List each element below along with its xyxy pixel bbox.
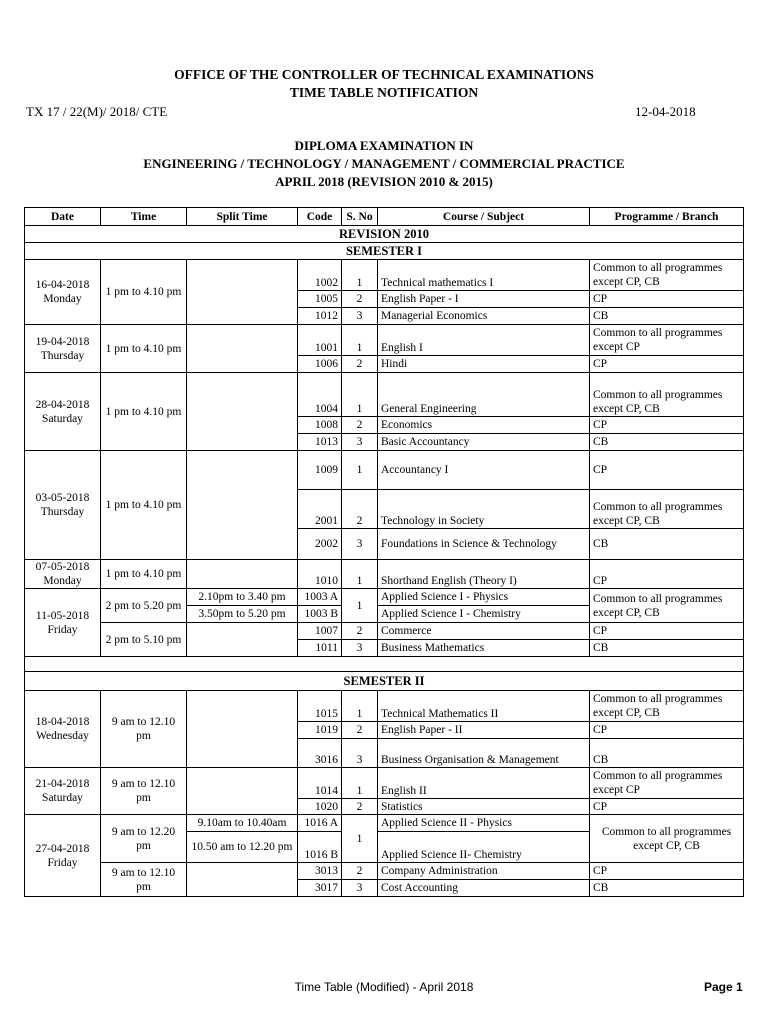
split-cell <box>187 260 298 325</box>
programme-cell: CP <box>590 291 744 308</box>
split-cell: 9.10am to 10.40am <box>187 815 298 832</box>
code-cell: 1002 <box>298 260 342 291</box>
course-cell: Business Mathematics <box>378 640 590 657</box>
code-cell: 1012 <box>298 308 342 325</box>
code-cell: 1004 <box>298 373 342 417</box>
code-cell: 2001 <box>298 490 342 529</box>
date-cell: 28-04-2018 Saturday <box>25 373 101 451</box>
col-time: Time <box>101 208 187 226</box>
time-cell: 9 am to 12.10 pm <box>101 691 187 768</box>
col-course: Course / Subject <box>378 208 590 226</box>
table-row <box>25 815 744 832</box>
split-cell <box>187 451 298 560</box>
course-cell: English II <box>378 768 590 799</box>
course-cell: Business Organisation & Management <box>378 739 590 768</box>
programme-cell: CB <box>590 529 744 560</box>
code-cell: 1006 <box>298 356 342 373</box>
exam-line-3: APRIL 2018 (REVISION 2010 & 2015) <box>275 174 493 189</box>
col-sno: S. No <box>342 208 378 226</box>
programme-cell: CB <box>590 739 744 768</box>
code-cell: 1020 <box>298 799 342 815</box>
table-row <box>25 260 744 291</box>
sno-cell: 2 <box>342 417 378 434</box>
sno-cell: 2 <box>342 623 378 640</box>
programme-cell: Common to all programmes except CP, CB <box>590 490 744 529</box>
split-cell <box>187 691 298 768</box>
table-row <box>25 373 744 417</box>
sno-cell: 3 <box>342 308 378 325</box>
course-cell: English Paper - I <box>378 291 590 308</box>
course-cell: Shorthand English (Theory I) <box>378 560 590 589</box>
table-row <box>25 768 744 799</box>
timetable <box>24 207 744 897</box>
split-cell <box>187 863 298 897</box>
sno-cell: 2 <box>342 291 378 308</box>
time-cell: 1 pm to 4.10 pm <box>101 451 187 560</box>
split-cell <box>187 325 298 373</box>
code-cell: 1014 <box>298 768 342 799</box>
programme-cell: CP <box>590 560 744 589</box>
course-cell: Technology in Society <box>378 490 590 529</box>
spacer-row <box>25 657 744 672</box>
sno-cell: 3 <box>342 739 378 768</box>
course-cell: Technical Mathematics II <box>378 691 590 722</box>
sno-cell: 2 <box>342 490 378 529</box>
date-cell: 11-05-2018 Friday <box>25 589 101 657</box>
table-row <box>25 589 744 606</box>
split-cell <box>187 373 298 451</box>
col-code: Code <box>298 208 342 226</box>
sno-cell: 3 <box>342 880 378 897</box>
split-cell: 3.50pm to 5.20 pm <box>187 606 298 623</box>
code-cell: 1010 <box>298 560 342 589</box>
date-cell: 21-04-2018 Saturday <box>25 768 101 815</box>
programme-cell: Common to all programmes except CP, CB <box>590 815 744 863</box>
page-number: Page 1 <box>704 980 743 994</box>
code-cell: 1003 B <box>298 606 342 623</box>
code-cell: 1007 <box>298 623 342 640</box>
programme-cell: CP <box>590 451 744 490</box>
table-row <box>25 451 744 490</box>
sno-cell: 2 <box>342 863 378 880</box>
course-cell: Applied Science II- Chemistry <box>378 832 590 863</box>
sno-cell: 1 <box>342 589 378 623</box>
sno-cell: 2 <box>342 799 378 815</box>
exam-line-1: DIPLOMA EXAMINATION IN <box>294 138 474 153</box>
col-programme: Programme / Branch <box>590 208 744 226</box>
course-cell: Foundations in Science & Technology <box>378 529 590 560</box>
sno-cell: 2 <box>342 722 378 739</box>
sno-cell: 1 <box>342 691 378 722</box>
col-date: Date <box>25 208 101 226</box>
office-title: OFFICE OF THE CONTROLLER OF TECHNICAL EXAMINATIONS <box>174 67 594 82</box>
time-cell: 1 pm to 4.10 pm <box>101 373 187 451</box>
sno-cell: 1 <box>342 815 378 863</box>
split-cell <box>187 768 298 815</box>
date-cell: 07-05-2018 Monday <box>25 560 101 589</box>
course-cell: Cost Accounting <box>378 880 590 897</box>
course-cell: Applied Science I - Chemistry <box>378 606 590 623</box>
time-cell: 1 pm to 4.10 pm <box>101 560 187 589</box>
reference-number: TX 17 / 22(M)/ 2018/ CTE <box>26 104 168 119</box>
code-cell: 2002 <box>298 529 342 560</box>
date-cell: 03-05-2018 Thursday <box>25 451 101 560</box>
course-cell: Managerial Economics <box>378 308 590 325</box>
sno-cell: 3 <box>342 529 378 560</box>
course-cell: General Engineering <box>378 373 590 417</box>
code-cell: 1016 A <box>298 815 342 832</box>
course-cell: Economics <box>378 417 590 434</box>
code-cell: 3016 <box>298 739 342 768</box>
time-cell: 2 pm to 5.10 pm <box>101 623 187 657</box>
code-cell: 1013 <box>298 434 342 451</box>
date-cell: 16-04-2018 Monday <box>25 260 101 325</box>
table-row <box>25 623 744 640</box>
programme-cell: Common to all programmes except CP <box>590 768 744 799</box>
code-cell: 1016 B <box>298 832 342 863</box>
programme-cell: CP <box>590 799 744 815</box>
time-cell: 1 pm to 4.10 pm <box>101 325 187 373</box>
course-cell: Applied Science I - Physics <box>378 589 590 606</box>
sno-cell: 3 <box>342 434 378 451</box>
programme-cell: CP <box>590 623 744 640</box>
programme-cell: Common to all programmes except CP, CB <box>590 373 744 417</box>
programme-cell: Common to all programmes except CP, CB <box>590 260 744 291</box>
table-row <box>25 325 744 356</box>
split-cell <box>187 623 298 657</box>
sno-cell: 1 <box>342 451 378 490</box>
programme-cell: CB <box>590 308 744 325</box>
time-cell: 9 am to 12.20 pm <box>101 815 187 863</box>
code-cell: 1009 <box>298 451 342 490</box>
split-cell <box>187 560 298 589</box>
semester-1-band: SEMESTER I <box>25 243 744 260</box>
programme-cell: CB <box>590 434 744 451</box>
programme-cell: Common to all programmes except CP <box>590 325 744 356</box>
sno-cell: 1 <box>342 260 378 291</box>
programme-cell: CB <box>590 880 744 897</box>
notice-title: TIME TABLE NOTIFICATION <box>289 85 479 100</box>
code-cell: 1005 <box>298 291 342 308</box>
table-row <box>25 560 744 589</box>
time-cell: 1 pm to 4.10 pm <box>101 260 187 325</box>
date-cell: 18-04-2018 Wednesday <box>25 691 101 768</box>
programme-cell: Common to all programmes except CP, CB <box>590 589 744 623</box>
time-cell: 9 am to 12.10 pm <box>101 863 187 897</box>
course-cell: Applied Science II - Physics <box>378 815 590 832</box>
table-row <box>25 691 744 722</box>
sno-cell: 1 <box>342 325 378 356</box>
sno-cell: 3 <box>342 640 378 657</box>
semester-2-band: SEMESTER II <box>25 672 744 691</box>
programme-cell: CP <box>590 356 744 373</box>
sno-cell: 1 <box>342 768 378 799</box>
programme-cell: CP <box>590 863 744 880</box>
date-cell: 27-04-2018 Friday <box>25 815 101 897</box>
course-cell: Basic Accountancy <box>378 434 590 451</box>
sno-cell: 1 <box>342 560 378 589</box>
programme-cell: CP <box>590 722 744 739</box>
programme-cell: Common to all programmes except CP, CB <box>590 691 744 722</box>
course-cell: Statistics <box>378 799 590 815</box>
notice-date: 12-04-2018 <box>635 104 696 119</box>
course-cell: Accountancy I <box>378 451 590 490</box>
course-cell: Commerce <box>378 623 590 640</box>
code-cell: 1003 A <box>298 589 342 606</box>
code-cell: 1008 <box>298 417 342 434</box>
code-cell: 1001 <box>298 325 342 356</box>
header-row <box>25 208 744 226</box>
code-cell: 1019 <box>298 722 342 739</box>
col-split-time: Split Time <box>187 208 298 226</box>
programme-cell: CP <box>590 417 744 434</box>
course-cell: Technical mathematics I <box>378 260 590 291</box>
code-cell: 1011 <box>298 640 342 657</box>
course-cell: English Paper - II <box>378 722 590 739</box>
time-cell: 2 pm to 5.20 pm <box>101 589 187 623</box>
code-cell: 3017 <box>298 880 342 897</box>
sno-cell: 1 <box>342 373 378 417</box>
table-row <box>25 863 744 880</box>
code-cell: 1015 <box>298 691 342 722</box>
exam-line-2: ENGINEERING / TECHNOLOGY / MANAGEMENT / COMMERCIAL PRACTICE <box>143 156 625 171</box>
sno-cell: 2 <box>342 356 378 373</box>
split-cell: 10.50 am to 12.20 pm <box>187 832 298 863</box>
date-cell: 19-04-2018 Thursday <box>25 325 101 373</box>
split-cell: 2.10pm to 3.40 pm <box>187 589 298 606</box>
programme-cell: CB <box>590 640 744 657</box>
code-cell: 3013 <box>298 863 342 880</box>
revision-band: REVISION 2010 <box>25 226 744 243</box>
course-cell: Hindi <box>378 356 590 373</box>
time-cell: 9 am to 12.10 pm <box>101 768 187 815</box>
footer-title: Time Table (Modified) - April 2018 <box>294 980 474 994</box>
course-cell: English I <box>378 325 590 356</box>
course-cell: Company Administration <box>378 863 590 880</box>
